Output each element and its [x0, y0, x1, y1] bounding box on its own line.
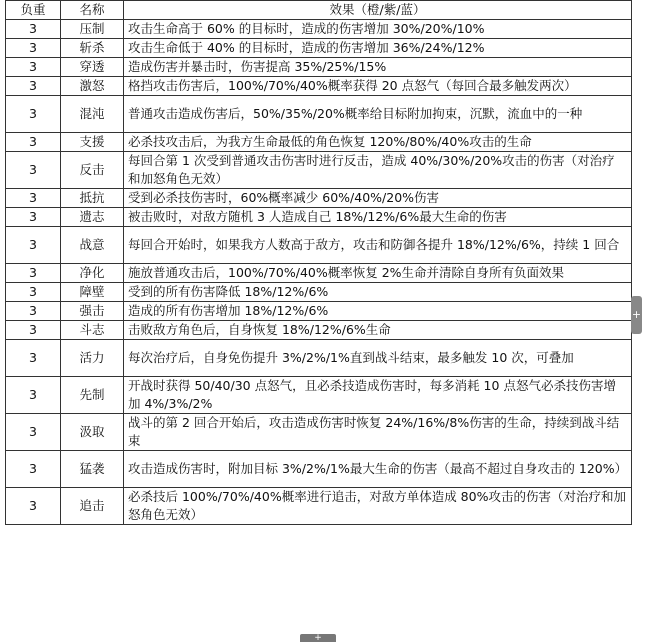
effects-table: [5, 0, 632, 525]
row-effect: 普通攻击造成伤害后，50%/35%/20%概率给目标附加拘束，沉默，流血中的一种: [124, 96, 632, 133]
row-effect: 击败敌方角色后，自身恢复 18%/12%/6%生命: [124, 321, 632, 340]
row-effect: 每次治疗后，自身免伤提升 3%/2%/1%直到战斗结束，最多触发 10 次，可叠加: [124, 340, 632, 377]
row-weight: 3: [6, 20, 61, 39]
row-weight: 3: [6, 302, 61, 321]
row-effect: 攻击生命低于 40% 的目标时，造成的伤害增加 36%/24%/12%: [124, 39, 632, 58]
row-weight: 3: [6, 133, 61, 152]
row-effect: 战斗的第 2 回合开始后，攻击造成伤害时恢复 24%/16%/8%伤害的生命，持续到战斗结束: [124, 414, 632, 451]
row-effect: 被击败时，对敌方随机 3 人造成自己 18%/12%/6%最大生命的伤害: [124, 208, 632, 227]
row-effect: 受到必杀技伤害时，60%概率减少 60%/40%/20%伤害: [124, 189, 632, 208]
row-weight: 3: [6, 321, 61, 340]
row-weight: 3: [6, 264, 61, 283]
row-name: 追击: [61, 488, 124, 525]
table-row: [6, 189, 632, 208]
row-weight: 3: [6, 340, 61, 377]
table-row: [6, 414, 632, 451]
row-name: 战意: [61, 227, 124, 264]
row-name: 斗志: [61, 321, 124, 340]
row-name: 穿透: [61, 58, 124, 77]
row-effect: 造成伤害并暴击时，伤害提高 35%/25%/15%: [124, 58, 632, 77]
header-effect: 效果（橙/紫/蓝）: [124, 1, 632, 20]
add-row-button[interactable]: +: [300, 634, 336, 642]
table-row: [6, 451, 632, 488]
row-weight: 3: [6, 377, 61, 414]
row-name: 猛袭: [61, 451, 124, 488]
table-row: [6, 58, 632, 77]
table-row: [6, 264, 632, 283]
table-row: [6, 321, 632, 340]
row-name: 斩杀: [61, 39, 124, 58]
row-effect: 格挡攻击伤害后，100%/70%/40%概率获得 20 点怒气（每回合最多触发两次）: [124, 77, 632, 96]
header-weight: 负重: [6, 1, 61, 20]
row-weight: 3: [6, 488, 61, 525]
row-name: 活力: [61, 340, 124, 377]
table-row: [6, 152, 632, 189]
table-row: [6, 96, 632, 133]
row-effect: 必杀技攻击后，为我方生命最低的角色恢复 120%/80%/40%攻击的生命: [124, 133, 632, 152]
row-effect: 必杀技后 100%/70%/40%概率进行追击，对敌方单体造成 80%攻击的伤害（对治疗和加怒角色无效）: [124, 488, 632, 525]
row-weight: 3: [6, 189, 61, 208]
row-effect: 每回合第 1 次受到普通攻击伤害时进行反击，造成 40%/30%/20%攻击的伤害（对治疗和加怒角色无效）: [124, 152, 632, 189]
row-name: 遗志: [61, 208, 124, 227]
table-row: [6, 20, 632, 39]
table-row: [6, 488, 632, 525]
row-effect: 施放普通攻击后，100%/70%/40%概率恢复 2%生命并清除自身所有负面效果: [124, 264, 632, 283]
row-weight: 3: [6, 58, 61, 77]
row-name: 支援: [61, 133, 124, 152]
row-weight: 3: [6, 414, 61, 451]
row-effect: 每回合开始时，如果我方人数高于敌方，攻击和防御各提升 18%/12%/6%，持续 1 回合: [124, 227, 632, 264]
row-name: 抵抗: [61, 189, 124, 208]
table-row: [6, 302, 632, 321]
table-row: [6, 208, 632, 227]
row-weight: 3: [6, 96, 61, 133]
table-row: [6, 77, 632, 96]
table-row: [6, 377, 632, 414]
row-name: 障壁: [61, 283, 124, 302]
header-name: 名称: [61, 1, 124, 20]
row-name: 压制: [61, 20, 124, 39]
row-name: 净化: [61, 264, 124, 283]
row-effect: 开战时获得 50/40/30 点怒气，且必杀技造成伤害时，每多消耗 10 点怒气必杀技伤害增加 4%/3%/2%: [124, 377, 632, 414]
row-effect: 攻击生命高于 60% 的目标时，造成的伤害增加 30%/20%/10%: [124, 20, 632, 39]
row-weight: 3: [6, 451, 61, 488]
row-weight: 3: [6, 208, 61, 227]
row-name: 激怒: [61, 77, 124, 96]
table-row: [6, 283, 632, 302]
row-name: 先制: [61, 377, 124, 414]
table-row: [6, 340, 632, 377]
table-row: [6, 39, 632, 58]
row-name: 汲取: [61, 414, 124, 451]
table-header-row: [6, 1, 632, 20]
row-weight: 3: [6, 39, 61, 58]
add-column-button[interactable]: +: [631, 296, 642, 334]
row-effect: 受到的所有伤害降低 18%/12%/6%: [124, 283, 632, 302]
row-weight: 3: [6, 227, 61, 264]
row-name: 强击: [61, 302, 124, 321]
row-weight: 3: [6, 152, 61, 189]
row-weight: 3: [6, 77, 61, 96]
row-name: 反击: [61, 152, 124, 189]
row-weight: 3: [6, 283, 61, 302]
row-name: 混沌: [61, 96, 124, 133]
row-effect: 攻击造成伤害时，附加目标 3%/2%/1%最大生命的伤害（最高不超过自身攻击的 120%）: [124, 451, 632, 488]
row-effect: 造成的所有伤害增加 18%/12%/6%: [124, 302, 632, 321]
table-row: [6, 227, 632, 264]
table-row: [6, 133, 632, 152]
